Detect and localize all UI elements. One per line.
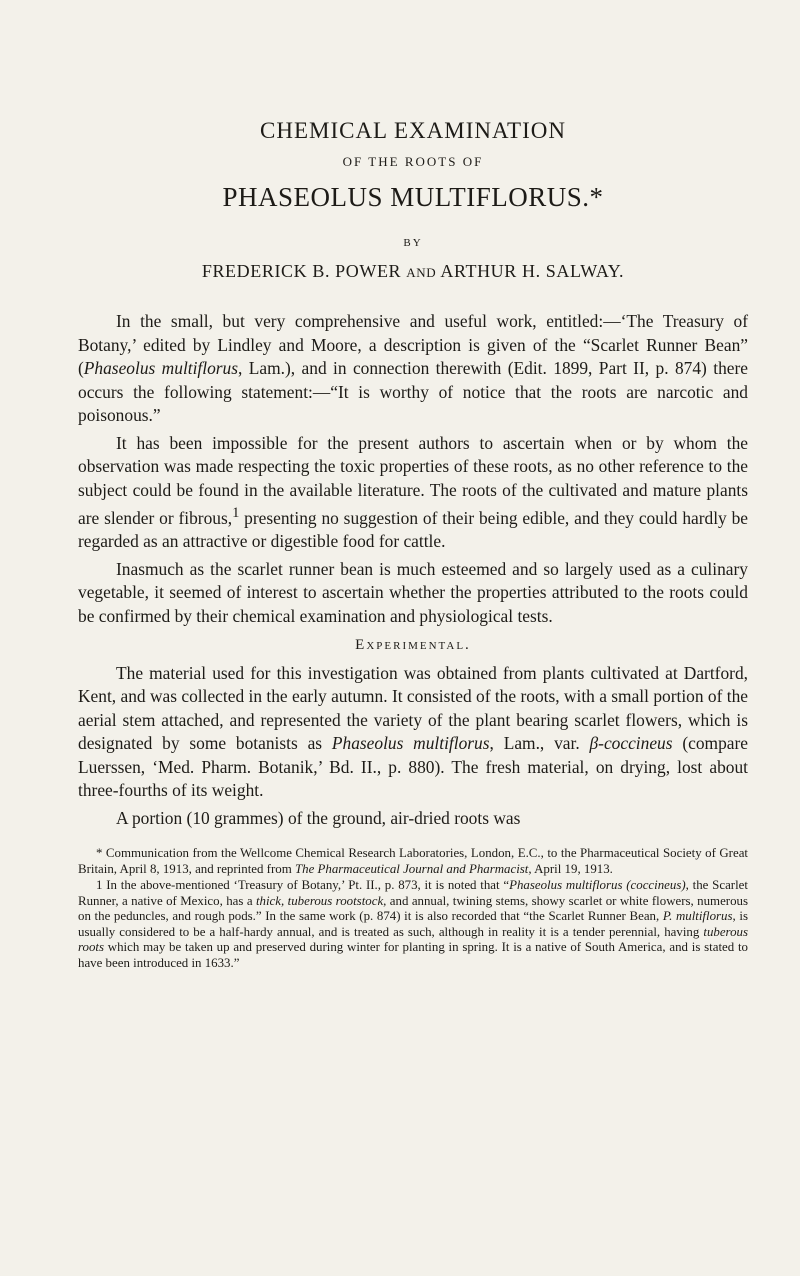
article-page xyxy=(78,118,748,972)
footnotes xyxy=(78,846,748,971)
paragraph-3: Inasmuch as the scarlet runner bean is much esteemed and so largely used as a culinary vegetable, it seemed of interest to ascertain whether the properties attributed to the roots could be confirmed by their chemical examination and physiological tests. xyxy=(78,558,748,626)
paragraph-1: In the small, but very comprehensive and useful work, entitled:—‘The Treasury of Botany,’ edited by Lindley and Moore, a description is given of the “Scarlet Runner Bean” (Phaseolus multiflorus, Lam.), and in connection therewith (Edit. 1899, Part II, p. 874) there occurs the following statement:—“It is worthy of notice that the roots are narcotic and poisonous.” xyxy=(78,311,748,425)
authors-conjunction: AND xyxy=(406,265,437,280)
byline-label: BY xyxy=(403,237,423,249)
author-2: ARTHUR H. SALWAY. xyxy=(440,261,625,281)
title-line-2: OF THE ROOTS OF xyxy=(342,154,484,169)
author-1: FREDERICK B. POWER xyxy=(201,261,402,281)
paragraph-4: The material used for this investigation was obtained from plants cultivated at Dartford, Kent, and was collected in the early autumn. It consisted of the roots, with a small portion of the aerial stem attached, and represented the variety of the plant bearing scarlet flowers, which is designated by some botanists as Phaseolus multiflorus, Lam., var. β-coccineus (compare Luerssen, ‘Med. Pharm. Botanik,’ Bd. II., p. 880). The fresh material, on drying, lost about three-fourths of its weight. xyxy=(78,662,748,801)
title-line-1: CHEMICAL EXAMINATION xyxy=(260,118,566,143)
section-heading: Experimental. xyxy=(355,637,471,654)
article-body xyxy=(78,310,748,830)
authors xyxy=(78,261,748,282)
paragraph-5: A portion (10 grammes) of the ground, air-dried roots was xyxy=(116,807,521,828)
footnote-star: * Communication from the Wellcome Chemical Research Laboratories, London, E.C., to the Pharmaceutical Society of Great Britain, April 8, 1913, and reprinted from The Pharmaceutical Journal and Pharmacist, April 19, 1913. xyxy=(78,846,748,876)
paragraph-2: It has been impossible for the present authors to ascertain when or by whom the observation was made respecting the toxic properties of these roots, as no other reference to the subject could be found in the available literature. The roots of the cultivated and mature plants are slender or fibrous,$^1$ presenting no suggestion of their being edible, and they could hardly be regarded as an attractive or digestible food for cattle. xyxy=(78,432,748,552)
footnote-ref[interactable]: 1 xyxy=(232,505,240,521)
title-line-3: PHASEOLUS MULTIFLORUS.* xyxy=(222,182,604,212)
footnote-1: 1 In the above-mentioned ‘Treasury of Botany,’ Pt. II., p. 873, it is noted that “Phaseolus multiflorus (coccineus), the Scarlet Runner, a native of Mexico, has a thick, tuberous rootstock, and annual, twining stems, showy scarlet or white flowers, numerous on the peduncles, and rough pods.” In the same work (p. 874) it is also recorded that “the Scarlet Runner Bean, P. multiflorus, is usually considered to be a half-hardy annual, and is treated as such, although in reality it is a tender perennial, having tuberous roots which may be taken up and preserved during winter for planting in spring. It is a native of South America, and is stated to have been introduced in 1633.” xyxy=(78,878,748,970)
